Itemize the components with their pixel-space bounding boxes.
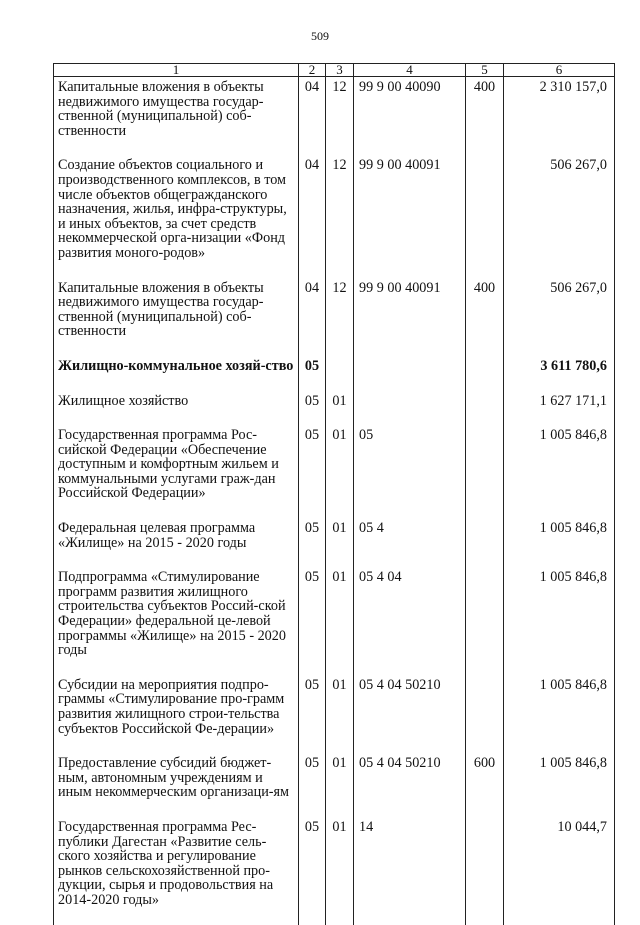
table-row	[54, 753, 615, 817]
target-article-code	[354, 356, 466, 391]
table-row	[54, 278, 615, 356]
item-name: Жилищное хозяйство	[54, 391, 299, 426]
item-name: Создание объектов социального и производственного комплексов, в том числе объектов общегражданского назначения, жилья, инфра-структуры, и иных объектов, за счет средств некоммерческой орга-низации «Фонд развития моного-родов»	[54, 155, 299, 277]
column-header: 5	[466, 64, 504, 77]
subsection-code: 01	[326, 425, 354, 518]
amount: 1 005 846,8	[504, 425, 615, 518]
amount: 1 005 846,8	[504, 753, 615, 817]
budget-table	[53, 63, 615, 925]
table-row	[54, 675, 615, 753]
expense-type-code: 400	[466, 278, 504, 356]
amount: 2 310 157,0	[504, 77, 615, 156]
column-header: 1	[54, 64, 299, 77]
subsection-code: 01	[326, 391, 354, 426]
expense-type-code	[466, 675, 504, 753]
expense-type-code	[466, 567, 504, 675]
table-header-row	[54, 64, 615, 77]
expense-type-code: 400	[466, 77, 504, 156]
column-header: 2	[299, 64, 326, 77]
subsection-code: 01	[326, 817, 354, 925]
item-name: Субсидии на мероприятия подпро-граммы «Стимулирование про-грамм развития жилищного строи-тельства субъектов Российской Фе-дерации»	[54, 675, 299, 753]
table-row	[54, 425, 615, 518]
amount: 1 005 846,8	[504, 567, 615, 675]
table-row	[54, 77, 615, 156]
item-name: Капитальные вложения в объекты недвижимого имущества государ-ственной (муниципальной) соб-ственности	[54, 77, 299, 156]
subsection-code: 01	[326, 567, 354, 675]
section-code: 05	[299, 518, 326, 567]
subsection-code: 01	[326, 675, 354, 753]
section-code: 05	[299, 356, 326, 391]
amount: 506 267,0	[504, 155, 615, 277]
expense-type-code	[466, 356, 504, 391]
subsection-code: 01	[326, 753, 354, 817]
section-code: 05	[299, 567, 326, 675]
table-row	[54, 817, 615, 925]
subsection-code	[326, 356, 354, 391]
expense-type-code	[466, 518, 504, 567]
item-name: Жилищно-коммунальное хозяй-ство	[54, 356, 299, 391]
table-row	[54, 518, 615, 567]
amount: 1 005 846,8	[504, 675, 615, 753]
item-name: Федеральная целевая программа «Жилище» на 2015 - 2020 годы	[54, 518, 299, 567]
item-name: Государственная программа Рес-публики Дагестан «Развитие сель-ского хозяйства и регулирование рынков сельскохозяйственной про-дукции, сырья и продовольствия на 2014-2020 годы»	[54, 817, 299, 925]
expense-type-code: 600	[466, 753, 504, 817]
amount: 506 267,0	[504, 278, 615, 356]
section-code: 04	[299, 155, 326, 277]
target-article-code: 14	[354, 817, 466, 925]
subsection-code: 01	[326, 518, 354, 567]
item-name: Подпрограмма «Стимулирование программ развития жилищного строительства субъектов Россий-ской Федерации» федеральной це-левой программы «Жилище» на 2015 - 2020 годы	[54, 567, 299, 675]
target-article-code: 05 4 04	[354, 567, 466, 675]
item-name: Государственная программа Рос-сийской Федерации «Обеспечение доступным и комфортным жильем и коммунальными услугами граж-дан Российской Федерации»	[54, 425, 299, 518]
expense-type-code	[466, 425, 504, 518]
item-name: Предоставление субсидий бюджет-ным, автономным учреждениям и иным некоммерческим организаци-ям	[54, 753, 299, 817]
section-code: 05	[299, 391, 326, 426]
amount: 3 611 780,6	[504, 356, 615, 391]
column-header: 6	[504, 64, 615, 77]
column-header: 4	[354, 64, 466, 77]
amount: 1 005 846,8	[504, 518, 615, 567]
column-header: 3	[326, 64, 354, 77]
table-row	[54, 567, 615, 675]
table-row	[54, 391, 615, 426]
target-article-code: 05 4 04 50210	[354, 675, 466, 753]
table-row	[54, 155, 615, 277]
subsection-code: 12	[326, 278, 354, 356]
section-code: 05	[299, 817, 326, 925]
target-article-code: 99 9 00 40091	[354, 278, 466, 356]
amount: 1 627 171,1	[504, 391, 615, 426]
section-code: 04	[299, 278, 326, 356]
subsection-code: 12	[326, 77, 354, 156]
target-article-code: 99 9 00 40090	[354, 77, 466, 156]
page-number: 509	[311, 29, 329, 43]
amount: 10 044,7	[504, 817, 615, 925]
target-article-code: 05	[354, 425, 466, 518]
table-body	[54, 77, 615, 925]
section-code: 05	[299, 425, 326, 518]
expense-type-code	[466, 155, 504, 277]
section-code: 04	[299, 77, 326, 156]
expense-type-code	[466, 391, 504, 426]
section-code: 05	[299, 675, 326, 753]
target-article-code: 05 4	[354, 518, 466, 567]
section-code: 05	[299, 753, 326, 817]
item-name: Капитальные вложения в объекты недвижимого имущества государ-ственной (муниципальной) соб-ственности	[54, 278, 299, 356]
target-article-code: 99 9 00 40091	[354, 155, 466, 277]
table-row	[54, 356, 615, 391]
expense-type-code	[466, 817, 504, 925]
subsection-code: 12	[326, 155, 354, 277]
target-article-code: 05 4 04 50210	[354, 753, 466, 817]
target-article-code	[354, 391, 466, 426]
